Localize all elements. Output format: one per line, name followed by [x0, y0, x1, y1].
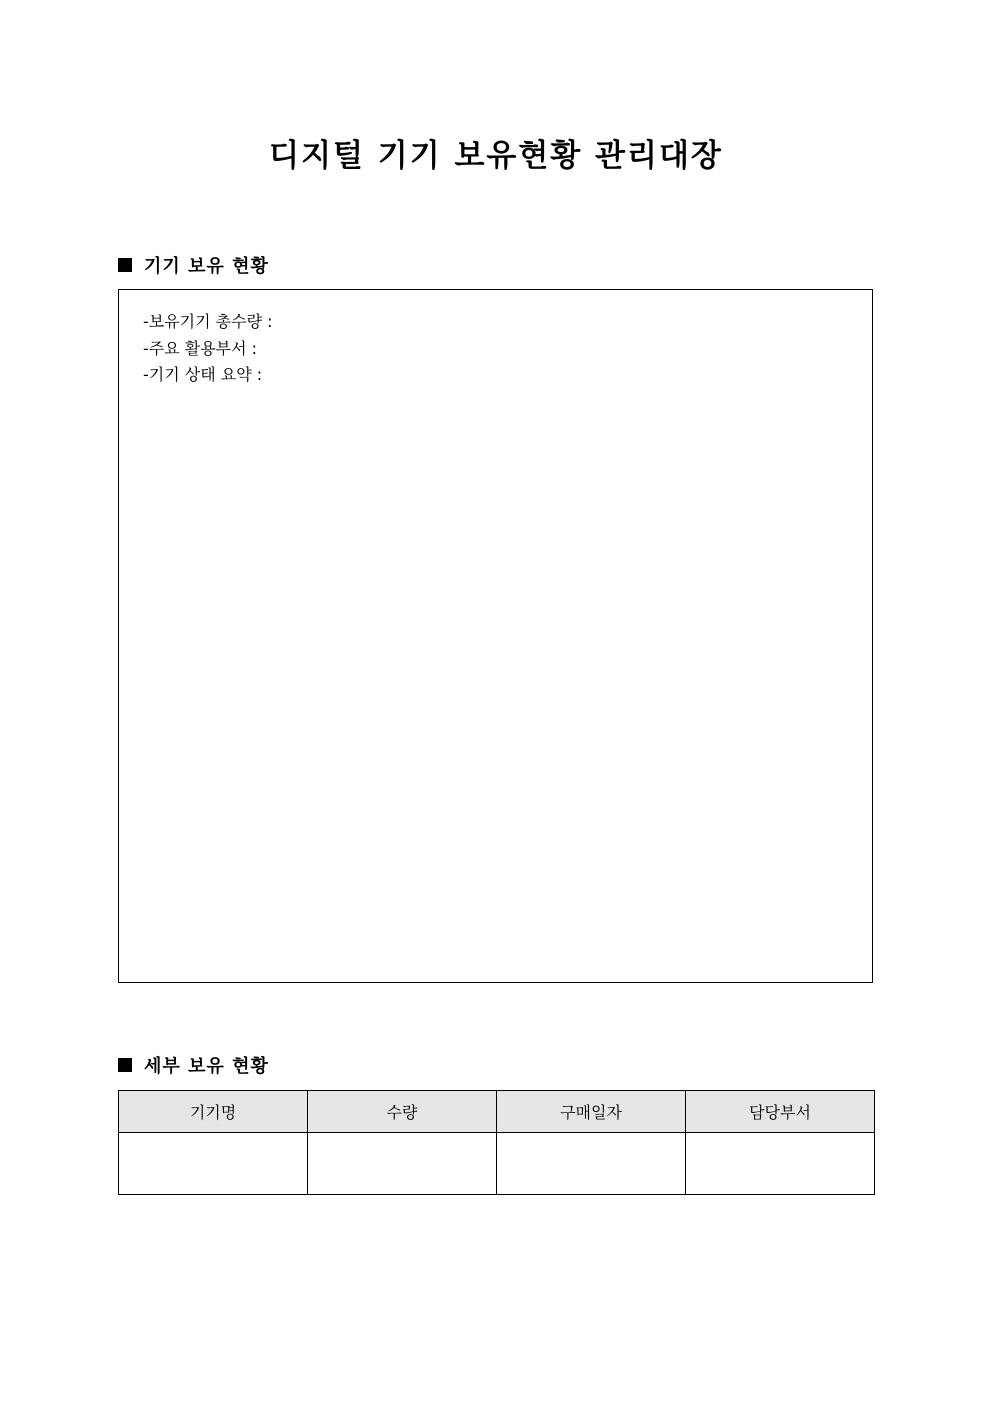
square-bullet-icon — [118, 1058, 132, 1072]
summary-lines — [143, 309, 273, 389]
section-heading-detail-status — [118, 1053, 269, 1077]
summary-box — [118, 289, 873, 983]
page-title: 디지털 기기 보유현황 관리대장 — [269, 138, 723, 174]
summary-line-main-departments: -주요 활용부서 : — [143, 338, 258, 358]
table-cell-department[interactable] — [686, 1133, 875, 1195]
table-row — [119, 1133, 875, 1195]
detail-table — [118, 1090, 875, 1195]
column-header-device-name: 기기명 — [119, 1091, 308, 1133]
summary-line-total-quantity: -보유기기 총수량 : — [143, 312, 273, 331]
table-cell-device-name[interactable] — [119, 1133, 308, 1195]
section-heading-device-status — [118, 253, 269, 277]
column-header-quantity: 수량 — [308, 1091, 497, 1133]
section-heading-label: 세부 보유 현황 — [144, 1056, 269, 1077]
summary-line-status-summary: -기기 상태 요약 : — [143, 365, 263, 384]
table-cell-purchase-date[interactable] — [497, 1133, 686, 1195]
square-bullet-icon — [118, 258, 132, 272]
column-header-purchase-date: 구매일자 — [497, 1091, 686, 1133]
column-header-department: 담당부서 — [686, 1091, 875, 1133]
section-heading-label: 기기 보유 현황 — [144, 256, 269, 277]
table-header-row — [119, 1091, 875, 1133]
table-cell-quantity[interactable] — [308, 1133, 497, 1195]
